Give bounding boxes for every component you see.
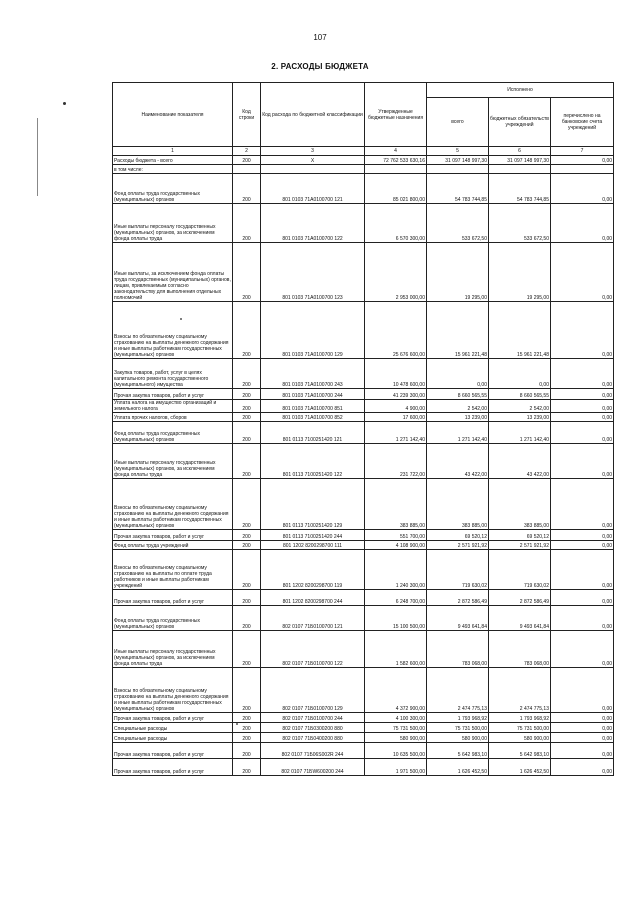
table-row xyxy=(113,422,614,444)
table-row xyxy=(113,743,614,759)
table-row xyxy=(113,631,614,668)
row-indicator-cell: Закупка товаров, работ, услуг в целях капитального ремонта государственного (муниципального) имущества xyxy=(113,359,233,389)
row-executed-total-cell: 19 295,00 xyxy=(427,243,489,302)
row-transferred-cell: 0,00 xyxy=(551,389,614,400)
row-transferred-cell: 0,00 xyxy=(551,733,614,743)
table-row xyxy=(113,302,614,359)
row-approved-cell: 551 700,00 xyxy=(365,530,427,541)
row-expense-code-cell: 801 0113 7100251420 129 xyxy=(261,479,365,530)
row-line-code-cell: 200 xyxy=(233,541,261,550)
header-indicator: Наименование показателя xyxy=(113,83,233,147)
row-line-code-cell: 200 xyxy=(233,733,261,743)
row-expense-code-cell: 802 0107 71БW600200 244 xyxy=(261,759,365,776)
row-line-code-cell: 200 xyxy=(233,413,261,422)
row-executed-total-cell: 2 542,00 xyxy=(427,400,489,413)
row-executed-total-cell: 533 672,50 xyxy=(427,204,489,243)
margin-mark xyxy=(63,102,66,105)
row-approved-cell: 10 635 500,00 xyxy=(365,743,427,759)
row-expense-code-cell: 801 0103 71А0100700 123 xyxy=(261,243,365,302)
row-executed-institutions-cell: 580 900,00 xyxy=(489,733,551,743)
row-line-code-cell: 200 xyxy=(233,479,261,530)
row-expense-code-cell: 802 0107 71Б0100700 244 xyxy=(261,713,365,723)
row-executed-total-cell: 2 571 921,92 xyxy=(427,541,489,550)
row-executed-total-cell: 9 493 641,84 xyxy=(427,606,489,631)
row-executed-total-cell: 69 520,12 xyxy=(427,530,489,541)
row-expense-code-cell: 801 1202 8200298700 111 xyxy=(261,541,365,550)
row-line-code-cell: 200 xyxy=(233,713,261,723)
row-expense-code-cell: 802 0107 71Б0100700 122 xyxy=(261,631,365,668)
table-row xyxy=(113,243,614,302)
row-approved-cell xyxy=(365,165,427,174)
row-executed-institutions-cell: 75 731 500,00 xyxy=(489,723,551,733)
column-number: 5 xyxy=(427,147,489,156)
column-number: 6 xyxy=(489,147,551,156)
table-row xyxy=(113,156,614,165)
row-line-code-cell: 200 xyxy=(233,668,261,713)
row-expense-code-cell: 801 0103 71А0100700 244 xyxy=(261,389,365,400)
row-transferred-cell: 0,00 xyxy=(551,359,614,389)
header-budget-institutions: бюджетных обязательств учреждений xyxy=(489,98,551,147)
header-executed: Исполнено xyxy=(427,83,614,98)
row-indicator-cell: Специальные расходы xyxy=(113,723,233,733)
row-indicator-cell: Взносы по обязательному социальному страхованию на выплаты денежного содержания и иные выплаты работникам государственных (муниципальных) органов xyxy=(113,668,233,713)
row-transferred-cell: 0,00 xyxy=(551,479,614,530)
column-number: 1 xyxy=(113,147,233,156)
row-executed-institutions-cell: 2 872 586,49 xyxy=(489,590,551,606)
row-executed-institutions-cell xyxy=(489,165,551,174)
row-executed-institutions-cell: 54 783 744,85 xyxy=(489,174,551,204)
margin-rule xyxy=(37,118,38,196)
row-line-code-cell: 200 xyxy=(233,530,261,541)
row-line-code-cell: 200 xyxy=(233,550,261,590)
row-transferred-cell: 0,00 xyxy=(551,550,614,590)
row-line-code-cell: 200 xyxy=(233,400,261,413)
row-indicator-cell: Фонд оплаты труда учреждений xyxy=(113,541,233,550)
row-approved-cell: 1 971 500,00 xyxy=(365,759,427,776)
row-line-code-cell: 200 xyxy=(233,631,261,668)
row-transferred-cell: 0,00 xyxy=(551,243,614,302)
row-indicator-cell: Иные выплаты, за исключением фонда оплаты труда государственных (муниципальных) органов, лицам, привлекаемым согласно законодательству для выполнения отдельных полномочий xyxy=(113,243,233,302)
row-executed-institutions-cell: 783 068,00 xyxy=(489,631,551,668)
row-transferred-cell: 0,00 xyxy=(551,444,614,479)
table-row xyxy=(113,165,614,174)
row-line-code-cell: 200 xyxy=(233,243,261,302)
row-indicator-cell: Иные выплаты персоналу государственных (муниципальных) органов, за исключением фонда оплаты труда xyxy=(113,444,233,479)
row-executed-institutions-cell: 8 660 565,55 xyxy=(489,389,551,400)
row-transferred-cell: 0,00 xyxy=(551,743,614,759)
row-approved-cell: 231 722,00 xyxy=(365,444,427,479)
row-approved-cell: 41 239 300,00 xyxy=(365,389,427,400)
table-row xyxy=(113,174,614,204)
row-transferred-cell: 0,00 xyxy=(551,156,614,165)
table-row xyxy=(113,359,614,389)
row-line-code-cell: 200 xyxy=(233,759,261,776)
page-number: 107 xyxy=(313,33,327,42)
row-approved-cell: 25 676 600,00 xyxy=(365,302,427,359)
row-expense-code-cell: 801 0113 7100251420 121 xyxy=(261,422,365,444)
row-executed-total-cell: 1 793 968,92 xyxy=(427,713,489,723)
row-approved-cell: 1 240 300,00 xyxy=(365,550,427,590)
row-executed-total-cell: 1 626 452,50 xyxy=(427,759,489,776)
column-number: 3 xyxy=(261,147,365,156)
row-indicator-cell: Прочая закупка товаров, работ и услуг xyxy=(113,590,233,606)
row-line-code-cell: 200 xyxy=(233,359,261,389)
row-executed-institutions-cell: 2 474 775,13 xyxy=(489,668,551,713)
row-approved-cell: 17 600,00 xyxy=(365,413,427,422)
row-expense-code-cell: 801 0103 71А0100700 121 xyxy=(261,174,365,204)
section-title: 2. РАСХОДЫ БЮДЖЕТА xyxy=(271,62,369,71)
table-row xyxy=(113,400,614,413)
row-expense-code-cell: 801 0103 71А0100700 852 xyxy=(261,413,365,422)
table-row xyxy=(113,541,614,550)
row-expense-code-cell: 801 0103 71А0100700 243 xyxy=(261,359,365,389)
row-transferred-cell: 0,00 xyxy=(551,590,614,606)
row-executed-total-cell: 2 474 775,13 xyxy=(427,668,489,713)
row-executed-institutions-cell: 2 542,00 xyxy=(489,400,551,413)
row-executed-institutions-cell: 19 295,00 xyxy=(489,243,551,302)
row-approved-cell: 15 100 500,00 xyxy=(365,606,427,631)
row-approved-cell: 4 108 900,00 xyxy=(365,541,427,550)
row-line-code-cell: 200 xyxy=(233,174,261,204)
row-line-code-cell: 200 xyxy=(233,444,261,479)
row-executed-total-cell: 5 642 983,10 xyxy=(427,743,489,759)
row-line-code-cell: 200 xyxy=(233,723,261,733)
row-approved-cell: 383 885,00 xyxy=(365,479,427,530)
row-approved-cell: 10 478 600,00 xyxy=(365,359,427,389)
row-expense-code-cell: Х xyxy=(261,156,365,165)
row-indicator-cell: Расходы бюджета - всего xyxy=(113,156,233,165)
row-executed-total-cell: 383 885,00 xyxy=(427,479,489,530)
row-executed-total-cell: 2 872 586,49 xyxy=(427,590,489,606)
row-executed-total-cell xyxy=(427,165,489,174)
row-expense-code-cell: 802 0107 71Б0400200 880 xyxy=(261,733,365,743)
row-executed-institutions-cell: 13 239,00 xyxy=(489,413,551,422)
row-executed-total-cell: 580 900,00 xyxy=(427,733,489,743)
row-indicator-cell: Уплата налога на имущество организаций и земельного налога xyxy=(113,400,233,413)
row-executed-institutions-cell: 1 626 452,50 xyxy=(489,759,551,776)
row-line-code-cell: 200 xyxy=(233,422,261,444)
row-indicator-cell: Фонд оплаты труда государственных (муниципальных) органов xyxy=(113,174,233,204)
table-row xyxy=(113,590,614,606)
row-approved-cell: 1 582 600,00 xyxy=(365,631,427,668)
header-approved: Утвержденные бюджетные назначения xyxy=(365,83,427,147)
row-executed-total-cell: 719 630,02 xyxy=(427,550,489,590)
row-transferred-cell: 0,00 xyxy=(551,400,614,413)
table-row xyxy=(113,759,614,776)
row-executed-institutions-cell: 1 793 968,92 xyxy=(489,713,551,723)
row-line-code-cell: 200 xyxy=(233,606,261,631)
row-approved-cell: 4 372 900,00 xyxy=(365,668,427,713)
scan-speck xyxy=(180,318,182,320)
table-row xyxy=(113,723,614,733)
scan-speck xyxy=(236,723,238,725)
row-executed-total-cell: 54 783 744,85 xyxy=(427,174,489,204)
table-row xyxy=(113,550,614,590)
row-line-code-cell: 200 xyxy=(233,389,261,400)
row-executed-institutions-cell: 15 961 221,48 xyxy=(489,302,551,359)
row-transferred-cell: 0,00 xyxy=(551,413,614,422)
row-approved-cell: 1 271 142,40 xyxy=(365,422,427,444)
row-indicator-cell: Специальные расходы xyxy=(113,733,233,743)
table-row xyxy=(113,530,614,541)
row-expense-code-cell: 802 0107 71Б0100700 121 xyxy=(261,606,365,631)
row-executed-institutions-cell: 5 642 983,10 xyxy=(489,743,551,759)
table-row xyxy=(113,413,614,422)
row-executed-institutions-cell: 31 097 148 997,30 xyxy=(489,156,551,165)
row-executed-total-cell: 31 097 148 997,30 xyxy=(427,156,489,165)
row-expense-code-cell: 801 1202 8200298700 119 xyxy=(261,550,365,590)
row-indicator-cell: Прочая закупка товаров, работ и услуг xyxy=(113,389,233,400)
row-executed-institutions-cell: 69 520,12 xyxy=(489,530,551,541)
row-expense-code-cell: 801 0103 71А0100700 851 xyxy=(261,400,365,413)
budget-expenses-table xyxy=(112,82,614,776)
row-transferred-cell: 0,00 xyxy=(551,541,614,550)
row-indicator-cell: Взносы по обязательному социальному страхованию на выплаты денежного содержания и иные выплаты работникам государственных (муниципальных) органов xyxy=(113,479,233,530)
table-row xyxy=(113,479,614,530)
row-approved-cell: 72 762 533 630,16 xyxy=(365,156,427,165)
row-transferred-cell: 0,00 xyxy=(551,606,614,631)
row-line-code-cell: 200 xyxy=(233,590,261,606)
row-transferred-cell: 0,00 xyxy=(551,668,614,713)
table-row xyxy=(113,444,614,479)
row-transferred-cell: 0,00 xyxy=(551,723,614,733)
row-executed-total-cell: 0,00 xyxy=(427,359,489,389)
row-executed-total-cell: 1 271 142,40 xyxy=(427,422,489,444)
row-approved-cell: 6 570 300,00 xyxy=(365,204,427,243)
row-executed-institutions-cell: 2 571 921,92 xyxy=(489,541,551,550)
row-approved-cell: 4 100 300,00 xyxy=(365,713,427,723)
row-line-code-cell: 200 xyxy=(233,302,261,359)
row-approved-cell: 2 953 000,00 xyxy=(365,243,427,302)
header-transferred: перечислено на банковские счета учреждений xyxy=(551,98,614,147)
row-indicator-cell: Фонд оплаты труда государственных (муниципальных) органов xyxy=(113,606,233,631)
row-indicator-cell: Прочая закупка товаров, работ и услуг xyxy=(113,743,233,759)
table-row xyxy=(113,713,614,723)
row-executed-institutions-cell: 383 885,00 xyxy=(489,479,551,530)
row-executed-institutions-cell: 43 422,00 xyxy=(489,444,551,479)
row-executed-institutions-cell: 719 630,02 xyxy=(489,550,551,590)
table-row xyxy=(113,606,614,631)
row-line-code-cell: 200 xyxy=(233,204,261,243)
row-expense-code-cell: 801 0113 7100251420 122 xyxy=(261,444,365,479)
row-indicator-cell: Взносы по обязательному социальному страхованию на выплаты по оплате труда работников и иные выплаты работникам учреждений xyxy=(113,550,233,590)
row-transferred-cell: 0,00 xyxy=(551,530,614,541)
row-executed-total-cell: 13 239,00 xyxy=(427,413,489,422)
row-transferred-cell: 0,00 xyxy=(551,759,614,776)
row-expense-code-cell: 802 0107 71Б0100700 129 xyxy=(261,668,365,713)
row-expense-code-cell: 801 0113 7100251420 244 xyxy=(261,530,365,541)
row-expense-code-cell: 801 0103 71А0100700 129 xyxy=(261,302,365,359)
row-indicator-cell: Прочая закупка товаров, работ и услуг xyxy=(113,530,233,541)
row-line-code-cell: 200 xyxy=(233,743,261,759)
row-expense-code-cell: 801 1202 8200298700 244 xyxy=(261,590,365,606)
row-approved-cell: 4 900,00 xyxy=(365,400,427,413)
row-indicator-cell: Взносы по обязательному социальному страхованию на выплаты денежного содержания и иные выплаты работникам государственных (муниципальных) органов xyxy=(113,302,233,359)
row-executed-total-cell: 15 961 221,48 xyxy=(427,302,489,359)
row-indicator-cell: Уплата прочих налогов, сборов xyxy=(113,413,233,422)
row-executed-total-cell: 43 422,00 xyxy=(427,444,489,479)
row-executed-institutions-cell: 533 672,50 xyxy=(489,204,551,243)
row-transferred-cell: 0,00 xyxy=(551,302,614,359)
row-transferred-cell: 0,00 xyxy=(551,174,614,204)
column-number: 4 xyxy=(365,147,427,156)
row-executed-total-cell: 8 660 565,55 xyxy=(427,389,489,400)
row-approved-cell: 75 731 500,00 xyxy=(365,723,427,733)
row-indicator-cell: Иные выплаты персоналу государственных (муниципальных) органов, за исключением фонда оплаты труда xyxy=(113,204,233,243)
row-indicator-cell: в том числе: xyxy=(113,165,233,174)
table-row xyxy=(113,389,614,400)
column-number: 2 xyxy=(233,147,261,156)
table-row xyxy=(113,668,614,713)
row-approved-cell: 85 021 800,00 xyxy=(365,174,427,204)
row-transferred-cell: 0,00 xyxy=(551,713,614,723)
row-approved-cell: 6 248 700,00 xyxy=(365,590,427,606)
row-expense-code-cell: 802 0107 71Б06S002R 244 xyxy=(261,743,365,759)
row-transferred-cell: 0,00 xyxy=(551,631,614,668)
column-number: 7 xyxy=(551,147,614,156)
row-indicator-cell: Иные выплаты персоналу государственных (муниципальных) органов, за исключением фонда оплаты труда xyxy=(113,631,233,668)
row-executed-total-cell: 75 731 500,00 xyxy=(427,723,489,733)
row-transferred-cell xyxy=(551,165,614,174)
row-transferred-cell: 0,00 xyxy=(551,204,614,243)
row-line-code-cell: 200 xyxy=(233,156,261,165)
header-line-code: Код строки xyxy=(233,83,261,147)
header-total: всего xyxy=(427,98,489,147)
row-indicator-cell: Прочая закупка товаров, работ и услуг xyxy=(113,759,233,776)
table-row xyxy=(113,204,614,243)
row-transferred-cell: 0,00 xyxy=(551,422,614,444)
row-approved-cell: 580 900,00 xyxy=(365,733,427,743)
row-indicator-cell: Фонд оплаты труда государственных (муниципальных) органов xyxy=(113,422,233,444)
row-executed-institutions-cell: 9 493 641,84 xyxy=(489,606,551,631)
row-executed-institutions-cell: 1 271 142,40 xyxy=(489,422,551,444)
header-expense-code: Код расхода по бюджетной классификации xyxy=(261,83,365,147)
row-line-code-cell xyxy=(233,165,261,174)
row-expense-code-cell: 802 0107 71Б0300200 880 xyxy=(261,723,365,733)
row-expense-code-cell: 801 0103 71А0100700 122 xyxy=(261,204,365,243)
table-row xyxy=(113,733,614,743)
row-executed-total-cell: 783 068,00 xyxy=(427,631,489,668)
row-indicator-cell: Прочая закупка товаров, работ и услуг xyxy=(113,713,233,723)
row-executed-institutions-cell: 0,00 xyxy=(489,359,551,389)
row-expense-code-cell xyxy=(261,165,365,174)
